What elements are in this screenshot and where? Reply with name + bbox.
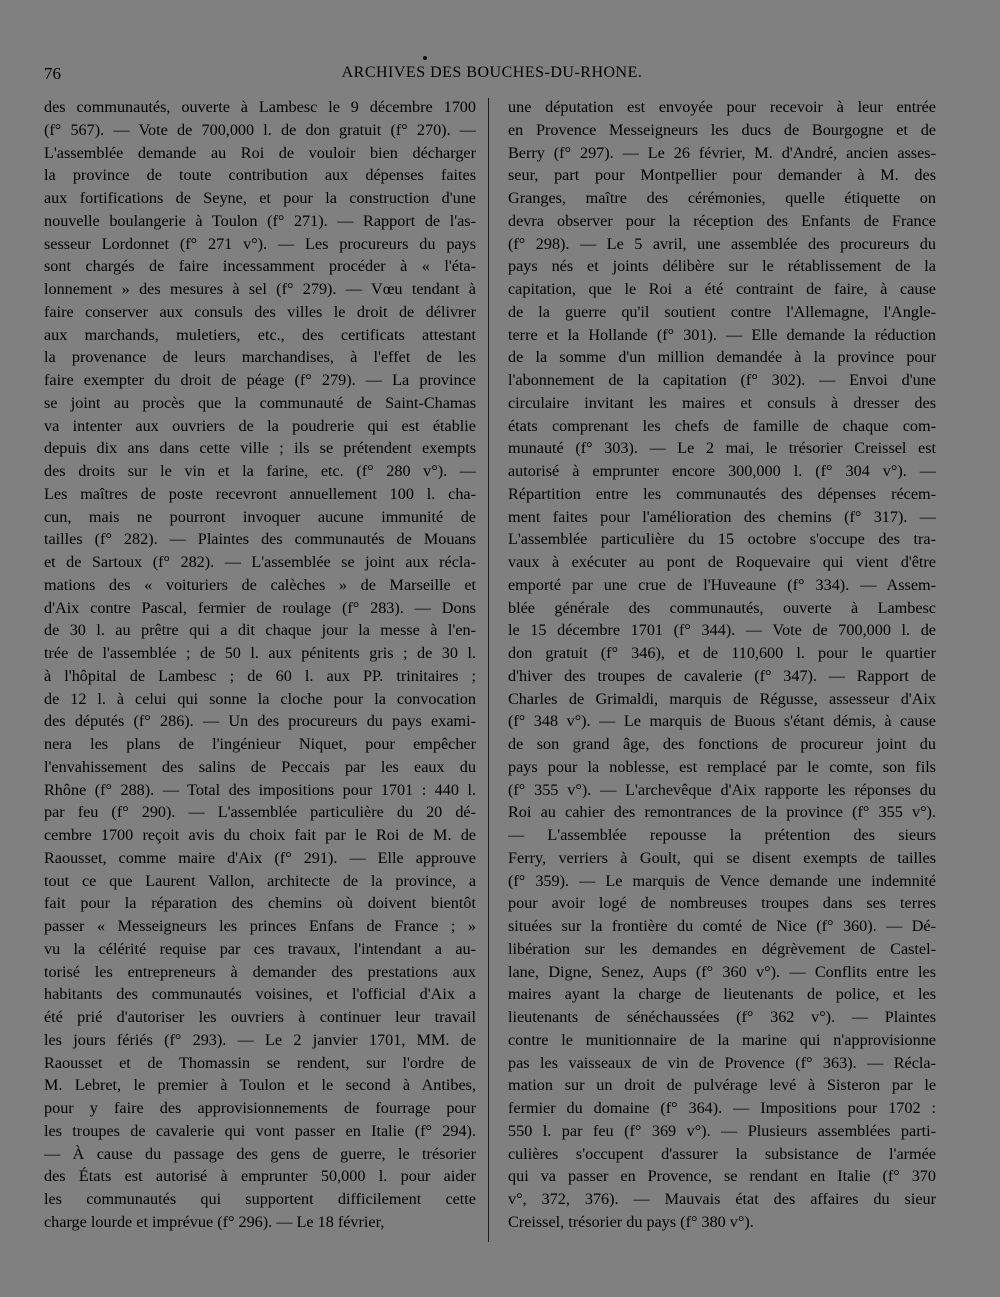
text-line: nouvelle boulangerie à Toulon (f° 271). — Rapport de l'as- <box>44 211 476 230</box>
text-line: charge lourde et imprévue (f° 296). — Le 18 février, <box>44 1212 385 1231</box>
text-line: se joint au procès que la communauté de Saint-Chamas <box>44 393 476 412</box>
text-line: d'Aix contre Pascal, fermier de roulage (f° 283). — Dons <box>44 598 476 617</box>
text-line: Rhône (f° 288). — Total des impositions pour 1701 : 440 l. <box>44 780 476 799</box>
text-line: ment faites pour l'amélioration des chemins (f° 317). — <box>508 507 936 526</box>
text-line: Ferry, verriers à Goult, qui se disent exempts de tailles <box>508 848 936 867</box>
right-column <box>508 96 936 1234</box>
text-line: des États est autorisé à emprunter 50,000 l. pour aider <box>44 1167 476 1186</box>
text-line: torisé les entrepreneurs à demander des prestations aux <box>44 962 476 981</box>
text-line: à l'hôpital de Lambesc ; de 60 l. aux PP. trinitaires ; <box>44 666 476 685</box>
text-line: libération sur les demandes en dégrèvement de Castel- <box>508 939 936 958</box>
text-line: — À cause du passage des gens de guerre, le trésorier <box>44 1144 476 1163</box>
text-line: lane, Digne, Senez, Aups (f° 360 v°). — Conflits entre les <box>508 962 936 981</box>
text-line: cembre 1700 reçoit avis du choix fait par le Roi de M. de <box>44 826 476 844</box>
text-line: le 15 décembre 1701 (f° 344). — Vote de 700,000 l. de <box>508 621 936 640</box>
text-line: pour avoir logé de nombreuses troupes dans ses terres <box>508 894 936 913</box>
text-line: Berry (f° 297). — Le 26 février, M. d'André, ancien asses- <box>508 143 936 162</box>
text-line: (f° 298). — Le 5 avril, une assemblée des procureurs du <box>508 234 936 253</box>
text-line: seur, part pour Montpellier pour demander à M. des <box>508 166 936 185</box>
text-line: de 12 l. à celui qui sonne la cloche pour la convocation <box>44 689 476 708</box>
text-line: vaux à exécuter au pont de Roquevaire qui vient d'être <box>508 553 936 571</box>
text-line: d'hiver des troupes de cavalerie (f° 347). — Rapport de <box>508 666 936 685</box>
text-line: en Provence Messeigneurs les ducs de Bourgogne et de <box>508 120 936 139</box>
text-line: L'assemblée demande au Roi de vouloir bien décharger <box>44 143 476 162</box>
text-line: de la guerre qu'il soutient contre l'Allemagne, l'Angle- <box>508 302 936 321</box>
text-line: l'abonnement de la capitation (f° 302). — Envoi d'une <box>508 371 936 389</box>
text-line: vu la célérité requise par ces travaux, l'intendant a au- <box>44 939 476 958</box>
text-line: — L'assemblée repousse la prétention des sieurs <box>508 826 936 844</box>
text-line: Charles de Grimaldi, marquis de Régusse, assesseur d'Aix <box>508 689 936 708</box>
text-line: (f° 348 v°). — Le marquis de Buous s'étant démis, à cause <box>508 712 936 731</box>
text-line: des députés (f° 286). — Un des procureurs du pays exami- <box>44 712 476 731</box>
text-line: mations des « voituriers de calèches » de Marseille et <box>44 575 476 594</box>
text-line: Creissel, trésorier du pays (f° 380 v°). <box>508 1212 754 1231</box>
text-line: par feu (f° 290). — L'assemblée particulière du 20 dé- <box>44 803 476 822</box>
text-line: lonnement » des mesures à sel (f° 279). — Vœu tendant à <box>44 280 476 298</box>
text-line: sesseur Lordonnet (f° 271 v°). — Les procureurs du pays <box>44 234 476 253</box>
text-line: (f° 359). — Le marquis de Vence demande une indemnité <box>508 871 936 890</box>
text-line: qui va passer en Provence, se rendant en Italie (f° 370 <box>508 1167 936 1186</box>
text-line: nera les plans de l'ingénieur Niquet, pour empêcher <box>44 735 476 753</box>
text-line: pour y faire des approvisionnements de fourrage pour <box>44 1099 476 1117</box>
text-line: tout ce que Laurent Vallon, architecte de la province, a <box>44 871 476 890</box>
text-line: des droits sur le vin et la farine, etc. (f° 280 v°). — <box>44 462 476 480</box>
text-line: situées sur la frontière du comté de Nice (f° 360). — Dé- <box>508 917 936 935</box>
text-line: les jours fériés (f° 293). — Le 2 janvier 1701, MM. de <box>44 1030 476 1049</box>
text-line: de son grand âge, des fonctions de procureur joint du <box>508 735 936 753</box>
text-line: depuis dix ans dans cette ville ; ils se prétendent exempts <box>44 439 476 458</box>
ink-speck <box>423 56 427 60</box>
text-line: v°, 372, 376). — Mauvais état des affaires du sieur <box>508 1190 936 1208</box>
column-divider <box>488 98 489 1242</box>
text-line: devra observer pour la réception des Enfants de France <box>508 211 936 230</box>
page-number: 76 <box>44 64 61 83</box>
text-line: circulaire invitant les maires et consuls à dresser des <box>508 393 936 412</box>
text-line: pas les vaisseaux de vin de Provence (f° 363). — Récla- <box>508 1053 936 1072</box>
text-line: (f° 567). — Vote de 700,000 l. de don gratuit (f° 270). — <box>44 120 476 139</box>
text-line: terre et la Hollande (f° 301). — Elle demande la réduction <box>508 325 936 344</box>
text-line: culières s'occupent d'assurer la subsistance de l'armée <box>508 1144 936 1163</box>
text-line: sont chargés de faire incessamment procéder à « l'éta- <box>44 257 476 276</box>
text-line: la province de toute contribution aux dépenses faites <box>44 166 476 185</box>
text-line: de la somme d'un million demandée à la province pour <box>508 348 936 367</box>
text-line: pays nés et joints délibère sur le rétablissement de la <box>508 257 936 276</box>
text-line: états comprenant les chefs de famille de chaque com- <box>508 416 936 435</box>
text-line: pays pour la noblesse, est remplacé par le comte, son fils <box>508 757 936 776</box>
text-line: la provenance de leurs marchandises, à l'effet de les <box>44 348 476 367</box>
text-line: 550 l. par feu (f° 369 v°). — Plusieurs assemblées parti- <box>508 1121 936 1140</box>
text-line: les troupes de cavalerie qui vont passer en Italie (f° 294). <box>44 1121 476 1140</box>
text-line: trée de l'assemblée ; de 50 l. aux pénitents gris ; de 30 l. <box>44 644 476 662</box>
left-column <box>44 96 476 1234</box>
page-header <box>44 64 940 92</box>
text-line: fait pour la réparation des chemins où doivent bientôt <box>44 894 476 913</box>
text-line: M. Lebret, le premier à Toulon et le second à Antibes, <box>44 1076 476 1095</box>
text-line: de 30 l. au prêtre qui a dit chaque jour la messe à l'en- <box>44 621 476 640</box>
text-line: blée générale des communautés, ouverte à Lambesc <box>508 598 936 617</box>
text-line: été prié d'autoriser les ouvriers à continuer leur travail <box>44 1008 476 1026</box>
text-line: Granges, maître des cérémonies, quelle étiquette on <box>508 189 936 207</box>
text-line: aux fortifications de Seyne, et pour la construction d'une <box>44 189 476 207</box>
text-line: habitants des communautés voisines, et l'official d'Aix a <box>44 985 476 1004</box>
text-line: Répartition entre les communautés des dépenses récem- <box>508 484 936 503</box>
text-line: Raousset et de Thomassin se rendent, sur l'ordre de <box>44 1053 476 1072</box>
text-line: faire conserver aux consuls des villes le droit de délivrer <box>44 302 476 321</box>
text-line: cun, mais ne pourront invoquer aucune immunité de <box>44 507 476 526</box>
text-line: lieutenants de sénéchaussées (f° 362 v°). — Plaintes <box>508 1008 936 1026</box>
text-line: passer « Messeigneurs les princes Enfans de France ; » <box>44 917 476 935</box>
text-line: faire exempter du droit de péage (f° 279). — La province <box>44 371 476 389</box>
text-line: fermier du domaine (f° 364). — Impositions pour 1702 : <box>508 1099 936 1117</box>
text-line: munauté (f° 303). — Le 2 mai, le trésorier Creissel est <box>508 439 936 458</box>
text-line: contre le munitionnaire de la marine qui n'approvisionne <box>508 1030 936 1049</box>
text-line: emporté par une crue de l'Huveaune (f° 334). — Assem- <box>508 575 936 594</box>
text-line: capitation, que le Roi a été contraint de faire, à cause <box>508 280 936 298</box>
text-line: (f° 355 v°). — L'archevêque d'Aix rapporte les réponses du <box>508 780 936 799</box>
text-line: les communautés qui supportent difficilement cette <box>44 1190 476 1208</box>
text-line: l'envahissement des salins de Peccais par les eaux du <box>44 757 476 776</box>
text-line: autorisé à emprunter encore 300,000 l. (f° 304 v°). — <box>508 462 936 480</box>
text-line: tailles (f° 282). — Plaintes des communautés de Mouans <box>44 530 476 549</box>
text-line: mation sur un droit de pulvérage levé à Sisteron par le <box>508 1076 936 1095</box>
text-line: une députation est envoyée pour recevoir à leur entrée <box>508 98 936 116</box>
text-line: maires ayant la charge de lieutenants de police, et les <box>508 985 936 1004</box>
text-line: don gratuit (f° 346), et de 110,600 l. pour le quartier <box>508 644 936 662</box>
text-line: et de Sartoux (f° 282). — L'assemblée se joint aux récla- <box>44 553 476 571</box>
running-title: ARCHIVES DES BOUCHES-DU-RHONE. <box>341 64 643 81</box>
text-line: aux marchands, muletiers, etc., des certificats attestant <box>44 325 476 344</box>
text-line: L'assemblée particulière du 15 octobre s'occupe des tra- <box>508 530 936 549</box>
text-line: Roi au cahier des remontrances de la province (f° 355 v°). <box>508 803 936 822</box>
text-line: des communautés, ouverte à Lambesc le 9 décembre 1700 <box>44 98 476 116</box>
text-line: va intenter aux ouvriers de la poudrerie qui est établie <box>44 416 476 435</box>
text-line: Raousset, comme maire d'Aix (f° 291). — Elle approuve <box>44 848 476 867</box>
text-line: Les maîtres de poste recevront annuellement 100 l. cha- <box>44 484 476 503</box>
